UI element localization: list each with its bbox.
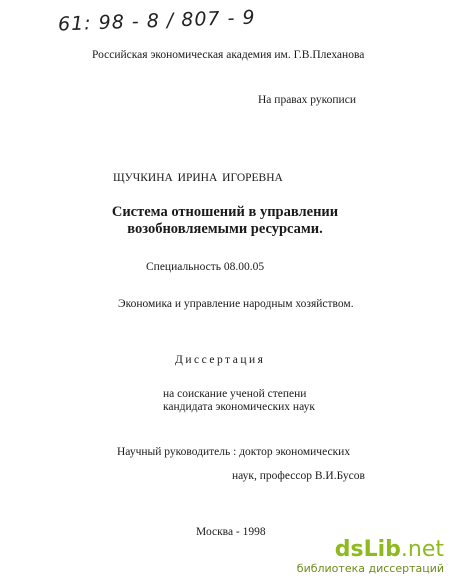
logo-net: .net xyxy=(400,537,444,562)
degree-line-2: кандидата экономических наук xyxy=(163,401,315,413)
logo-lib: Lib xyxy=(363,537,401,562)
dslib-watermark[interactable] xyxy=(297,539,444,575)
specialty-code: Специальность 08.00.05 xyxy=(146,261,265,273)
title-line-1: Система отношений в управлении xyxy=(111,204,339,220)
handwritten-catalog-number: 61: 98 - 8 / 807 - 9 xyxy=(57,6,256,36)
city-year: Москва - 1998 xyxy=(196,526,266,538)
dissertation-title xyxy=(75,204,375,238)
dslib-subtitle: библиотека диссертаций xyxy=(296,562,444,575)
logo-ds: ds xyxy=(334,537,364,562)
manuscript-rights: На правах рукописи xyxy=(258,94,356,106)
dslib-logo xyxy=(297,539,444,561)
title-line-2: возобновляемыми ресурсами. xyxy=(127,221,323,237)
institution-name: Российская экономическая академия им. Г.В.Плеханова xyxy=(92,49,365,61)
degree-line-1: на соискание ученой степени xyxy=(163,388,307,400)
supervisor-line-2: наук, профессор В.И.Бусов xyxy=(232,470,365,482)
author-name: ЩУЧКИНА ИРИНА ИГОРЕВНА xyxy=(113,172,283,184)
field-of-study: Экономика и управление народным хозяйством. xyxy=(118,298,354,310)
document-type: Диссертация xyxy=(175,354,266,366)
supervisor-line-1: Научный руководитель : доктор экономических xyxy=(117,446,351,458)
